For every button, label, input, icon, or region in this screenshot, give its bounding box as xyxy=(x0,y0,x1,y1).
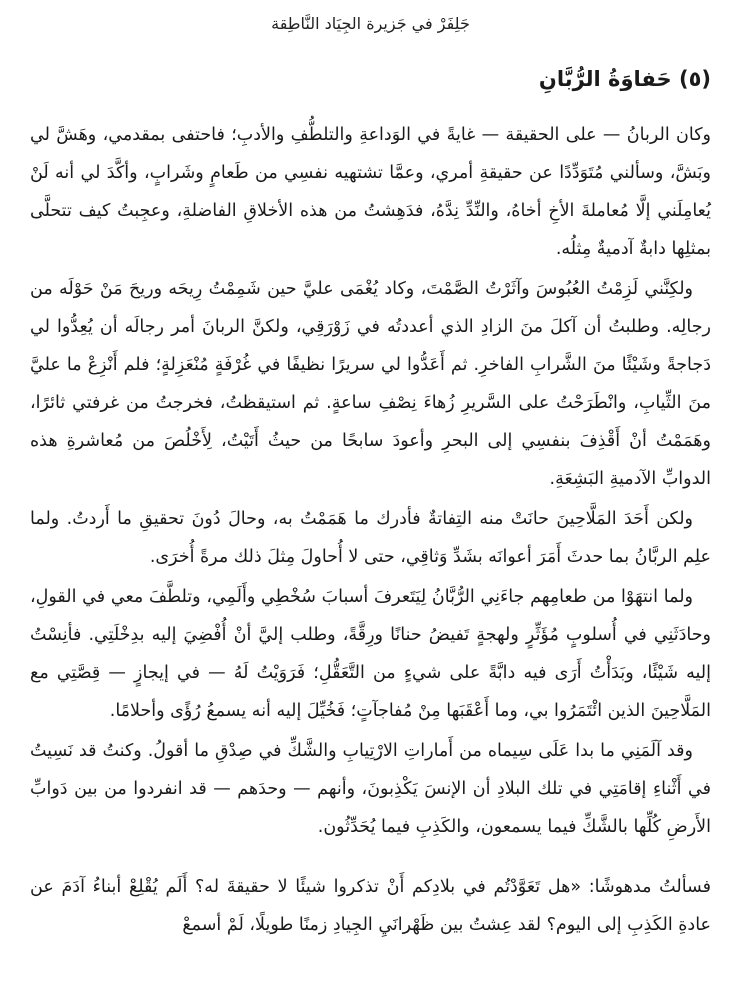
running-header: جَلِفَرْ في جَزيرة الجِيَاد النَّاطِقة xyxy=(271,14,470,33)
paragraph-6: فسألتُ مدهوشًا: «هل تَعَوَّدْتُم في بلادِكم أَنْ تذكروا شيئًا لا حقيقةَ له؟ أَلَم يُقْلِعْ أبناءُ آدَمَ عن عادةِ الكَذِبِ إلى اليوم؟ لقد عِشتُ بين ظَهْرانَيِ الجِيادِ زمنًا طويلًا، لَمْ أسمعْ xyxy=(30,877,711,935)
paragraph-1: وكان الربانُ — على الحقيقة — غايةً في الوَداعةِ والتلطُّفِ والأدبِ؛ فاحتفى بمقدمي، وهَشَّ لي وبَشَّ، وسألني مُتَوَدِّدًا عن حقيقةِ أمري، وعمَّا تشتهيه نفسِي من طَعامٍ وشَرابٍ، وأكَّدَ لي أنه لَنْ يُعامِلَني إلَّا مُعاملةَ الأخِ أخاهُ، والنِّدِّ نِدَّهُ، فدَهِشتُ من هذه الأخلاقِ الفاضلةِ، وعجِبتُ كيف تتحلَّى بمثلِها دابةٌ آدميةٌ مِثلُه. xyxy=(30,125,711,259)
paragraph-2: ولكِنَّني لَزِمْتُ العُبُوسَ وآثَرْتُ الصَّمْتَ، وكاد يُغْمَى عليَّ حين شَمِمْتُ رِيحَه وريحَ مَنْ حَوْلَه من رجالِه. وطلبتُ أن آكلَ منَ الزادِ الذي أعددتُه في زَوْرَقِي، ولكنَّ الربانَ أمر رجالَه أن يُعِدُّوا لي دَجاجةً وشَيْئًا منَ الشَّرابِ الفاخرِ. ثم أَعَدُّوا لي سريرًا نظيفًا في غُرْفَةٍ مُنْعَزِلةٍ؛ فلم أَنْزِعْ ما عليَّ منَ الثِّيابِ، وانْطَرَحْتُ على السَّريرِ زُهاءَ نِصْفِ ساعةٍ. ثم استيقظتُ، فخرجتُ من غرفتي ثائرًا، وهَمَمْتُ أنْ أَقْذِفَ بنفسِي إلى البحرِ وأعودَ سابحًا من حيثُ أَتَيْتُ، لِأَخْلُصَ من مُعاشرةِ هذه الدوابِّ الآدميةِ البَشِعَةِ. xyxy=(30,279,711,489)
paragraph-3: ولكن أَحَدَ المَلَّاحِينَ حانَتْ منه التِفاتةٌ فأدرك ما هَمَمْتُ به، وحالَ دُونَ تحقيقِ ما أَردتُ. ولما علِم الربَّانُ بما حدثَ أَمَرَ أعوانَه بشَدِّ وَثاقِي، حتى لا أُحاولَ مِثلَ ذلك مرةً أُخرَى. xyxy=(30,509,711,567)
paragraph-5: وقد آلَمَنِي ما بدا عَلَى سِيماه من أَماراتِ الارْتِيابِ والشَّكِّ في صِدْقِ ما أقولُ. وكنتُ قد نَسِيتُ في أَثْناءِ إقامَتِي في تلك البلادِ أن الإنسَ يَكْذِبونَ، وأنهم — وحدَهم — قد انفردوا من بين دَوابِّ الأَرضِ كُلِّها بالشَّكِّ فيما يسمعون، والكَذِبِ فيما يُحَدِّثُون. xyxy=(30,741,711,837)
paragraph-4: ولما انتهَوْا من طعامِهم جاءَنِي الرُّبَّانُ لِيَتَعرفَ أسبابَ سُخْطِي وأَلَمِي، وتلطَّفَ معي في القولِ، وحادَثَنِي في أُسلوبٍ مُؤَثِّرٍ ولهجةٍ تَفيضُ حنانًا ورِقَّةً، وطلب إليَّ أنْ أُفْضِيَ إليه بدِخْلَتِي. فأنِسْتُ إليه شَيْئًا، وبَدَأْتُ أَرَى فيه دابَّةً على شيءٍ من التَّعَقُّلِ؛ فَرَوَيْتُ لَهُ — في إيجازٍ — قِصَّتِي مع المَلَّاحِينَ الذين ائْتَمَرُوا بي، وما أَعْقَبَها مِنْ مُفاجآتٍ؛ فَخُيِّلَ إليه أنه يسمعُ رُؤًى وأحلامًا. xyxy=(30,587,711,721)
chapter-title: (٥) حَفاوَةُ الرُّبَّانِ xyxy=(538,67,711,91)
